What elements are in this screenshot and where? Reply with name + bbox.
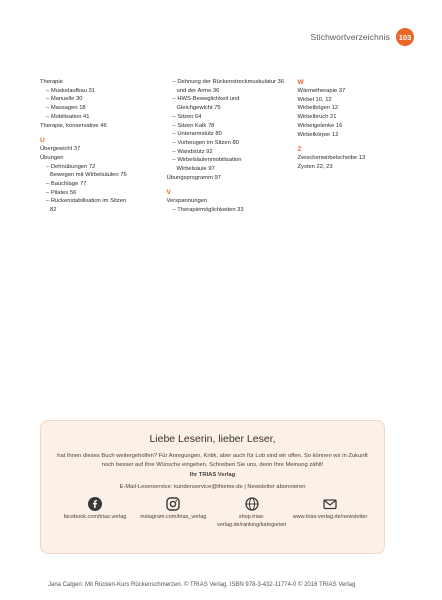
index-entry: – Sitzen 64: [172, 113, 202, 120]
social-mail[interactable]: [292, 497, 368, 529]
index-entry: – Unterarmstütz 80: [172, 131, 222, 138]
index-entry: – Mobilisation 41: [46, 113, 90, 120]
index-entry: Wärmetherapie 37: [297, 88, 346, 94]
index-entry: – Wandstütz 92: [172, 148, 213, 155]
social-links: [41, 497, 384, 529]
index-entry: Verspannungen: [166, 198, 208, 205]
index-entry: – Sitzen Kalk 78: [172, 122, 215, 129]
index-entry: Zwischenwirbelscheibe 13: [297, 155, 366, 162]
promo-signature: Ihr TRIAS Verlag: [189, 472, 236, 479]
index-entry: und der Arme 36: [176, 87, 220, 94]
reader-feedback-box: [40, 420, 385, 554]
page-header: [311, 28, 414, 46]
social-instagram[interactable]: [135, 497, 211, 529]
index-entry: Wirbelkörper 12: [297, 131, 339, 138]
social-mail-text: www.trias-verlag.de/newsletter: [292, 514, 368, 521]
index-column-1: [40, 78, 153, 215]
promo-newsletter: E-Mail-Leserservice: kundenservice@thieme.de | Newsletter abonnieren: [119, 484, 306, 491]
index-entry: Therapie, konservative 46: [40, 122, 107, 129]
index-letter-heading: U: [40, 137, 45, 145]
index-entry: Wirbelsäule 97: [176, 166, 215, 173]
index-entry: Gleichgewicht 75: [176, 105, 221, 112]
social-facebook-text: facebook.com/trias.verlag: [63, 514, 127, 521]
index-entry: – Wirbelsäulenmobilisation: [172, 157, 242, 164]
index-entry: – Therapiemöglichkeiten 33: [172, 207, 244, 214]
index-entry: Übergewicht 37: [40, 146, 81, 153]
social-web-text: shop.trias-verlag.de/ranking/kategorien: [216, 514, 287, 528]
index-entry: – Vorbeugen im Sitzen 80: [172, 139, 239, 146]
index-column-3: [298, 78, 411, 215]
index-column-2: [166, 78, 284, 215]
index-entry: Bewegen mit Wirbelsäulen 76: [50, 172, 127, 179]
index-entry: – Manuelle 30: [46, 96, 83, 103]
mail-icon: [323, 497, 337, 511]
social-web[interactable]: [214, 497, 290, 529]
index-entry: – Dehnung der Rückenstreckmuskulatur 36: [172, 79, 284, 85]
index-letter-heading: V: [166, 189, 171, 197]
index-entry: Übungsprogramm 97: [166, 174, 221, 181]
page-footer: Jana Calgen: Mit Rücken-Kurs Rückenschmerzen. © TRIAS Verlag. ISBN 978-3-432-11774-0 © 2016 TRIAS Verlag: [48, 582, 356, 588]
index-entry: – HWS-Beweglichkeit und: [172, 96, 240, 103]
social-instagram-text: instagram.com/trias_verlag: [140, 514, 207, 521]
social-facebook[interactable]: [57, 497, 133, 529]
index-entry: Übungen: [40, 154, 64, 161]
index-letter-heading: W: [297, 79, 304, 86]
index-entry: – Massagen 18: [46, 105, 86, 112]
instagram-icon: [166, 497, 180, 511]
promo-title: Liebe Leserin, lieber Leser,: [149, 433, 276, 445]
index-entry: Therapie: [40, 79, 63, 85]
facebook-icon: [88, 497, 102, 511]
web-icon: [245, 497, 259, 511]
promo-text: hat Ihnen dieses Buch weitergeholfen? Für Anregungen, Kritik, aber auch für Lob sind wir offen. So können wir in Zukunft noch besser auf Ihre Wünsche eingehen. Schreiben Sie uns, denn Ihre Meinung zählt!: [57, 453, 368, 468]
index-list: [40, 78, 410, 215]
index-entry: Wirbel 10, 12: [297, 96, 332, 103]
index-entry: Wirbelbruch 21: [297, 114, 337, 121]
index-entry: – Dehnübungen 72: [46, 163, 96, 170]
index-entry: Wirbelbögen 12: [297, 105, 339, 112]
index-entry: – Muskelaufbau 31: [46, 87, 95, 94]
index-entry: Zysten 22, 23: [297, 163, 333, 170]
index-entry: – Pilates 56: [46, 189, 77, 196]
index-entry: Wirbelgelenke 16: [297, 122, 343, 129]
index-entry: – Rückenstabilisation im Sitzen: [46, 198, 127, 205]
index-entry: – Bauchlage 77: [46, 181, 87, 188]
page-number-badge: 103: [396, 28, 414, 46]
index-letter-heading: Z: [297, 146, 302, 154]
header-title: Stichwortverzeichnis: [310, 32, 390, 42]
index-entry: 82: [50, 207, 57, 214]
